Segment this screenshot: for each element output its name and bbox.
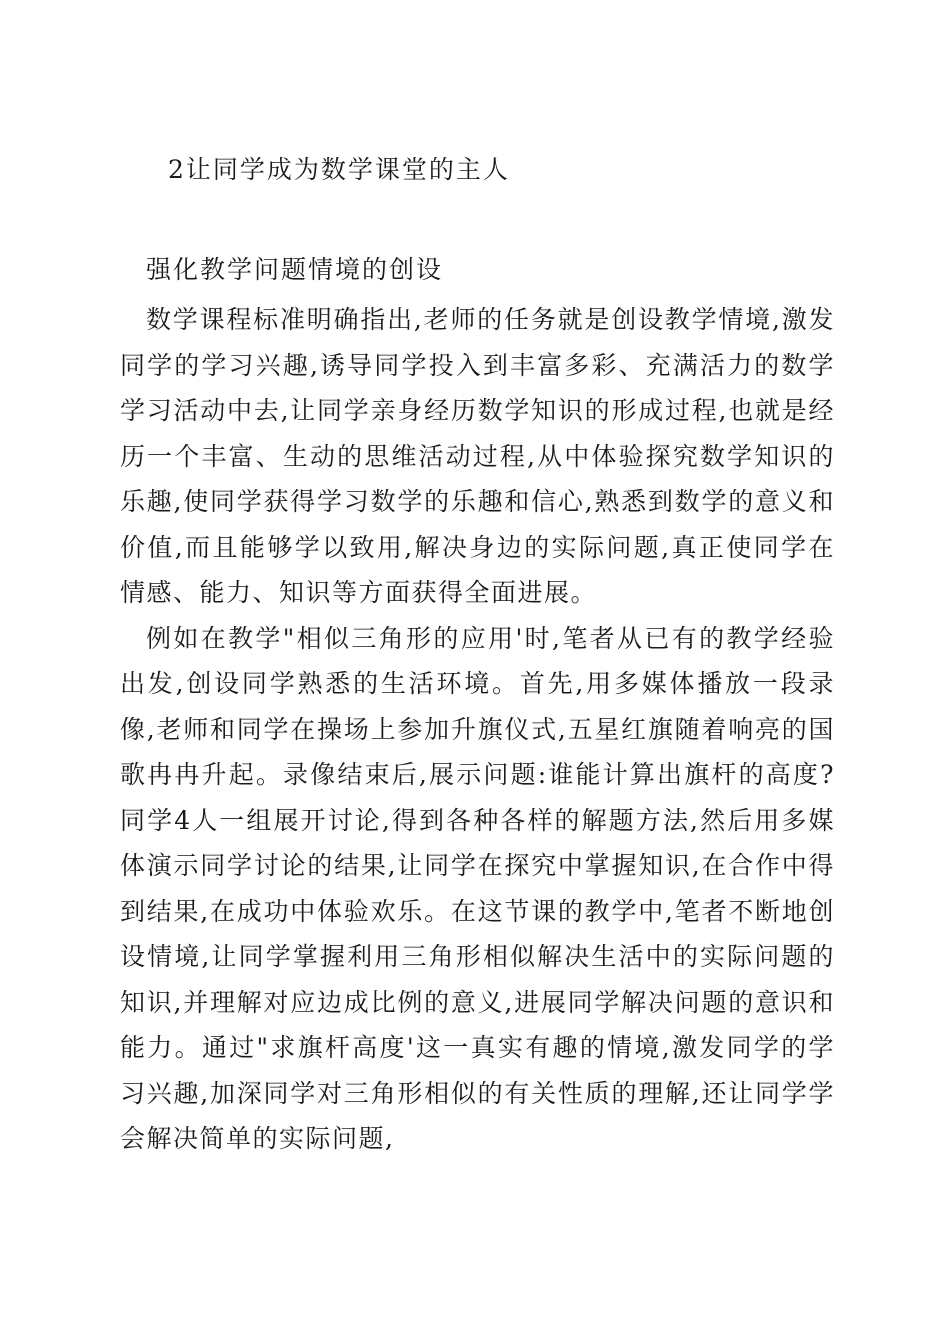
paragraph-2: 例如在教学"相似三角形的应用'时,笔者从已有的教学经验出发,创设同学熟悉的生活环境。首先,用多媒体播放一段录像,老师和同学在操场上参加升旗仪式,五星红旗随着响亮的国歌冉冉升起。录像结束后,展示问题:谁能计算出旗杆的高度?同学4人一组展开讨论,得到各种各样的解题方法,然后用多媒体演示同学讨论的结果,让同学在探究中掌握知识,在合作中得到结果,在成功中体验欢乐。在这节课的教学中,笔者不断地创设情境,让同学掌握利用三角形相似解决生活中的实际问题的知识,并理解对应边成比例的意义,进展同学解决问题的意识和能力。通过"求旗杆高度'这一真实有趣的情境,激发同学的学习兴趣,加深同学对三角形相似的有关性质的理解,还让同学学会解决简单的实际问题,	[120, 623, 835, 1153]
paragraph-1: 数学课程标准明确指出,老师的任务就是创设教学情境,激发同学的学习兴趣,诱导同学投入到丰富多彩、充满活力的数学学习活动中去,让同学亲身经历数学知识的形成过程,也就是经历一个丰富、生动的思维活动过程,从中体验探究数学知识的乐趣,使同学获得学习数学的乐趣和信心,熟悉到数学的意义和价值,而且能够学以致用,解决身边的实际问题,真正使同学在情感、能力、知识等方面获得全面进展。	[120, 305, 835, 607]
body-text	[120, 297, 835, 1162]
subsection-heading: 强化教学问题情境的创设	[146, 255, 444, 284]
section-title: 2让同学成为数学课堂的主人	[168, 155, 510, 184]
